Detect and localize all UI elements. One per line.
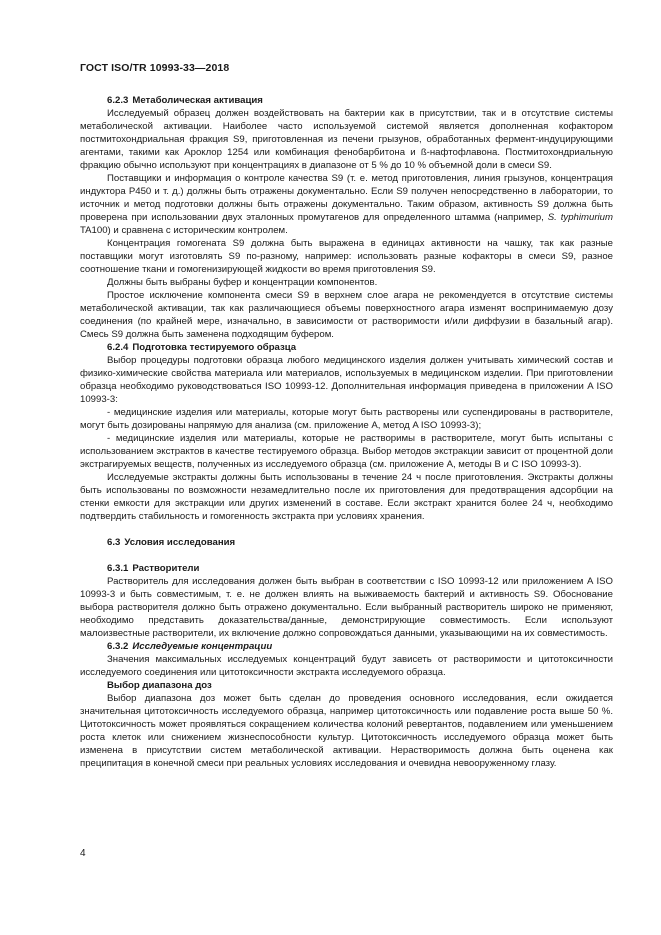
species-name: S. typhimurium — [547, 212, 613, 223]
subheading-dose-range: Выбор диапазона доз — [107, 680, 212, 691]
section-title: Растворители — [132, 563, 200, 574]
paragraph: Растворитель для исследования должен быть выбран в соответствии с ISO 10993-12 или приложением A ISO 10993-3 и быть совместимым, т. е. не должен влиять на выживаемость бактерий и активность S9. Обоснование выбора растворителя должно быть отражено документально. Если выбранный растворитель широко не применяют, необходимо представить доказательства/данные, демонстрирующие совместимость. Если используют малоизвестные растворители, их включение должно сопровождаться данными, указывающими на их совместимость. — [80, 576, 613, 639]
section-heading-6-3 — [80, 536, 613, 549]
section-heading-6-3-2 — [80, 640, 613, 653]
paragraph: Исследуемый образец должен воздействовать на бактерии как в присутствии, так и в отсутствие системы метаболической активации. Наиболее часто используемой системой является дополненная кофактором постмитохондриальная фракция S9, приготовленная из печени грызунов, обработанных фермент-индуцирующими агентами, такими как Ароклор 1254 или комбинация фенобарбитона и ß-нафтофлавона. Постмитохондриальную фракцию обычно используют при концентрациях в диапазоне от 5 % до 10 % объемной доли в смеси S9. — [80, 108, 613, 171]
section-number: 6.3.2 — [107, 641, 129, 652]
section-number: 6.2.3 — [107, 95, 129, 106]
paragraph: Выбор диапазона доз может быть сделан до проведения основного исследования, если ожидается значительная цитотоксичность исследуемого образца, например цитотоксичность или подавление роста выше 50 %. Цитотоксичность может проявляться сокращением количества колоний ревертантов, подавлением или уменьшением роста клеток или снижением жизнеспособности культур. Цитотоксичность исследуемого образца может быть изменена в присутствии систем метаболической активации. Нерастворимость должна быть оценена как преципитация в конечной смеси при реальных условиях исследования и очевидна невооруженному глазу. — [80, 693, 613, 769]
section-number: 6.3.1 — [107, 563, 129, 574]
section-title: Метаболическая активация — [132, 95, 263, 106]
paragraph: Значения максимальных исследуемых концентраций будут зависеть от растворимости и цитотоксичности исследуемого соединения или цитотоксичности экстракта исследуемого образца. — [80, 654, 613, 678]
section-number: 6.3 — [107, 537, 121, 548]
section-title: Исследуемые концентрации — [132, 641, 273, 652]
paragraph-text: TA100) и сравнена с историческим контролем. — [80, 225, 288, 236]
section-heading-6-2-4 — [80, 341, 613, 354]
section-title: Подготовка тестируемого образца — [132, 342, 297, 353]
section-heading-6-3-1 — [80, 562, 613, 575]
paragraph: Концентрация гомогената S9 должна быть выражена в единицах активности на чашку, так как разные поставщики могут изготовлять S9 по-разному, например: использовать разные кофакторы в смеси S9, разное соотношение ткани и гомогенизирующей жидкости во время приготовления S9. — [80, 238, 613, 275]
list-item: - медицинские изделия или материалы, которые могут быть растворены или суспендированы в растворителе, могут быть дозированы напрямую для анализа (см. приложение A, метод A ISO 10993-3); — [80, 407, 613, 431]
list-item: - медицинские изделия или материалы, которые не растворимы в растворителе, могут быть испытаны с использованием экстрактов в качестве тестируемого образца. Выбор методов экстракции зависит от процентной доли экстрагируемых веществ, полученных из исследуемого образца (см. приложение A, методы B и C ISO 10993-3). — [80, 433, 613, 470]
document-body — [80, 94, 613, 770]
paragraph: Простое исключение компонента смеси S9 в верхнем слое агара не рекомендуется в отсутствие системы метаболической активации, так как различающиеся объемы поверхностного агара изменят воспринимаемую дозу соединения (по крайней мере, изначально, в зависимости от растворимости и/или диффузии в базальный агар). Смесь S9 должна быть заменена подходящим буфером. — [80, 290, 613, 340]
section-number: 6.2.4 — [107, 342, 129, 353]
page-number: 4 — [80, 848, 86, 859]
document-header: ГОСТ ISO/TR 10993-33—2018 — [80, 62, 230, 74]
paragraph-text: Поставщики и информация о контроле качества S9 (т. е. метод приготовления, линия грызунов, концентрация индуктора P450 и т. д.) должны быть отражены документально. Если S9 получен непосредственно в лаборатории, то источник и метод подготовки должны быть отражены документально. Таким образом, активность S9 должна быть проверена при использовании двух эталонных промутагенов для определенного штамма (например, — [80, 173, 613, 223]
paragraph: Исследуемые экстракты должны быть использованы в течение 24 ч после приготовления. Экстракты должны быть использованы по возможности незамедлительно после их приготовления для предотвращения адсорбции на стенки емкости для экстракции или других изменений в составе. Если экстракт хранится более 24 ч, необходимо подтвердить стабильность и гомогенность экстракта при условиях хранения. — [80, 472, 613, 522]
paragraph: Выбор процедуры подготовки образца любого медицинского изделия должен учитывать химический состав и физико-химические свойства материала или материалов, используемых в медицинском изделии. При приготовлении образца необходимо руководствоваться ISO 10993-12. Дополнительная информация приведена в приложении A ISO 10993-3: — [80, 355, 613, 405]
paragraph: Должны быть выбраны буфер и концентрации компонентов. — [107, 277, 378, 288]
section-heading-6-2-3 — [80, 94, 613, 107]
section-title: Условия исследования — [124, 537, 236, 548]
paragraph — [80, 172, 613, 237]
